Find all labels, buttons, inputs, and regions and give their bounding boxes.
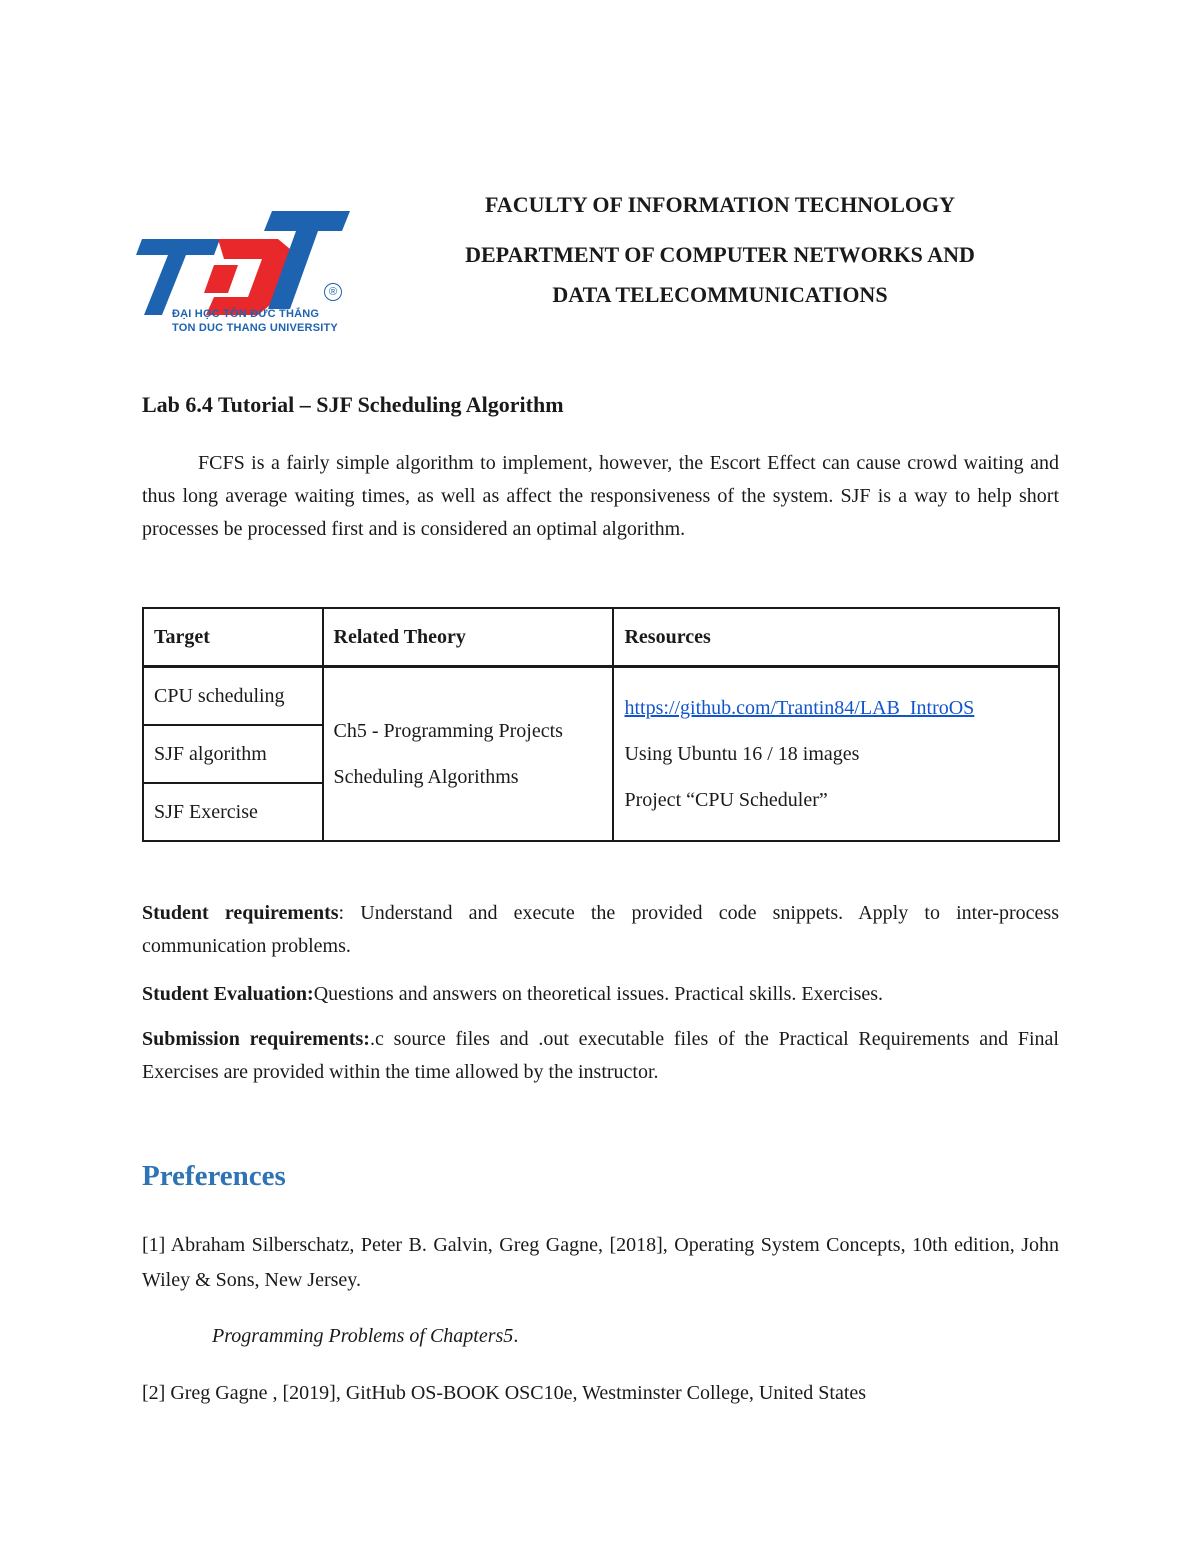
lab-title: Lab 6.4 Tutorial – SJF Scheduling Algorithm — [142, 392, 564, 417]
department-heading-line2: DATA TELECOMMUNICATIONS — [552, 282, 888, 307]
submission-requirements-label: Submission requirements: — [142, 1028, 370, 1050]
header-related-theory: Related Theory — [323, 608, 614, 667]
reference-2: [2] Greg Gagne , [2019], GitHub OS-BOOK OSC10e, Westminster College, United States — [142, 1382, 867, 1404]
reference-1-note — [212, 1320, 1012, 1353]
preferences-heading: Preferences — [142, 1160, 286, 1192]
target-sjf-algorithm: SJF algorithm — [143, 725, 323, 783]
student-requirements — [142, 897, 1059, 963]
header-resources: Resources — [613, 608, 1059, 667]
department-heading-line1: DEPARTMENT OF COMPUTER NETWORKS AND — [465, 242, 975, 267]
resource-project: Project “CPU Scheduler” — [624, 789, 828, 811]
table-row — [143, 667, 1059, 726]
submission-requirements — [142, 1023, 1059, 1089]
student-evaluation-label: Student Evaluation: — [142, 983, 314, 1005]
student-requirements-label: Student requirements — [142, 902, 339, 924]
logo-vietnamese-name: ĐẠI HỌC TÔN ĐỨC THẮNG — [172, 308, 320, 320]
university-logo — [122, 205, 354, 341]
faculty-heading: FACULTY OF INFORMATION TECHNOLOGY — [485, 192, 955, 217]
logo-english-name: TON DUC THANG UNIVERSITY — [172, 322, 338, 334]
resource-ubuntu: Using Ubuntu 16 / 18 images — [624, 743, 860, 765]
header-target: Target — [143, 608, 323, 667]
student-requirements-text: : Understand and execute the provided code snippets. Apply to inter-process communication problems. — [142, 902, 1059, 957]
resources-cell — [613, 667, 1059, 842]
target-sjf-exercise: SJF Exercise — [143, 783, 323, 841]
target-cpu-scheduling: CPU scheduling — [143, 667, 323, 726]
intro-paragraph: FCFS is a fairly simple algorithm to implement, however, the Escort Effect can cause crowd waiting and thus long average waiting times, as well as affect the responsiveness of the system. SJF is a way to help short processes be processed first and is considered an optimal algorithm. — [142, 452, 1059, 540]
submission-requirements-text: .c source files and .out executable files of the Practical Requirements and Final Exercises are provided within the time allowed by the instructor. — [142, 1028, 1059, 1083]
related-theory-cell — [323, 667, 614, 842]
registered-mark: ® — [324, 283, 342, 301]
theory-line: Ch5 - Programming Projects — [333, 720, 563, 742]
reference-1-note-text: Programming Problems of Chapters5 — [212, 1325, 514, 1347]
theory-line: Scheduling Algorithms — [333, 766, 519, 788]
student-evaluation — [142, 978, 1059, 1011]
reference-1-note-end: . — [513, 1325, 519, 1347]
reference-1: [1] Abraham Silberschatz, Peter B. Galvin, Greg Gagne, [2018], Operating System Concepts, 10th edition, John Wiley & Sons, New Jersey. — [142, 1234, 1059, 1291]
github-link[interactable]: https://github.com/Trantin84/LAB_IntroOS — [624, 697, 975, 719]
student-evaluation-text: Questions and answers on theoretical issues. Practical skills. Exercises. — [313, 983, 884, 1005]
table-header-row — [143, 608, 1059, 667]
lab-info-table — [142, 607, 1060, 842]
tdt-logo-mark — [122, 205, 354, 315]
